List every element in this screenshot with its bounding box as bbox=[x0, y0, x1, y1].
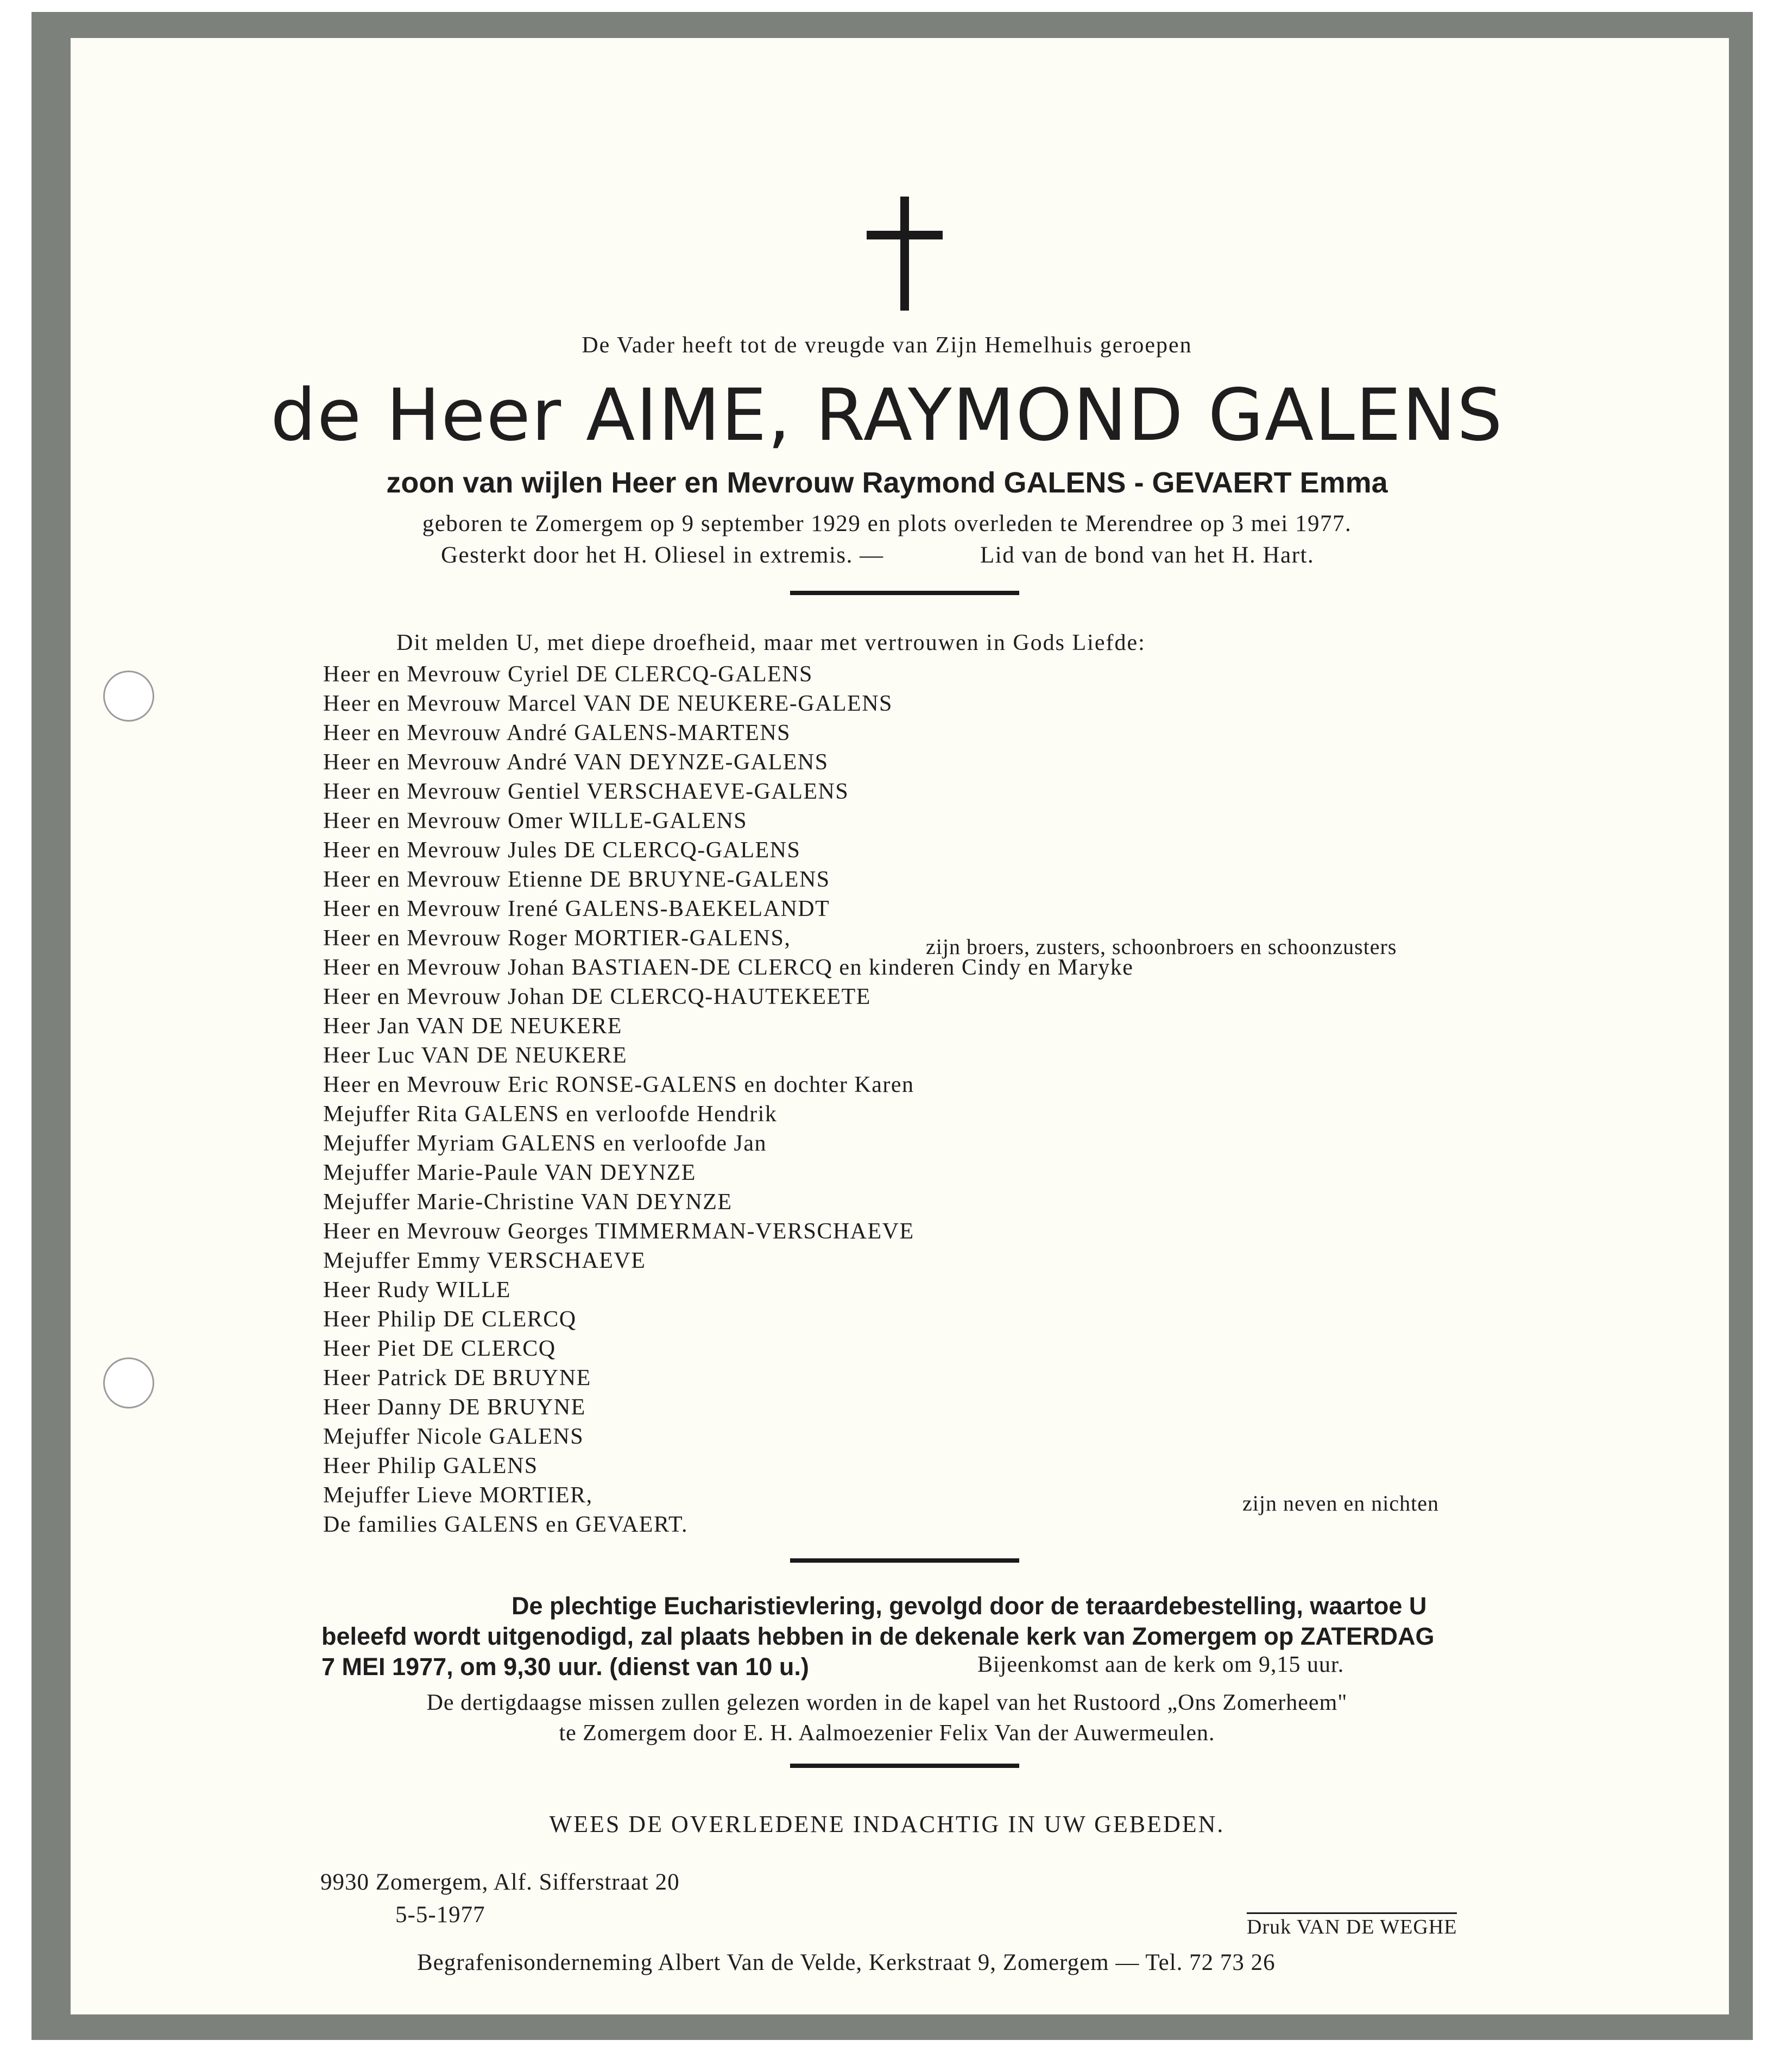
family-list bbox=[323, 660, 1133, 1539]
membership-line: Lid van de bond van het H. Hart. bbox=[980, 542, 1315, 568]
list-item: Heer en Mevrouw Roger MORTIER-GALENS, bbox=[323, 926, 791, 951]
divider-rule-1 bbox=[790, 591, 1019, 595]
list-item: Heer en Mevrouw Etienne DE BRUYNE-GALENS bbox=[323, 867, 830, 892]
list-item: Mejuffer Marie-Paule VAN DEYNZE bbox=[323, 1160, 696, 1185]
mass-line-3: 7 MEI 1977, om 9,30 uur. (dienst van 10 u.) bbox=[321, 1653, 809, 1681]
list-item: Mejuffer Marie-Christine VAN DEYNZE bbox=[323, 1190, 733, 1215]
list-item: Heer Danny DE BRUYNE bbox=[323, 1395, 586, 1420]
punch-hole-top bbox=[103, 671, 154, 722]
family-address: 9930 Zomergem, Alf. Sifferstraat 20 bbox=[320, 1869, 680, 1895]
siblings-note: zijn broers, zusters, schoonbroers en schoonzusters bbox=[926, 934, 1397, 959]
list-item: Heer Jan VAN DE NEUKERE bbox=[323, 1014, 622, 1039]
list-item: Heer en Mevrouw Gentiel VERSCHAEVE-GALENS bbox=[323, 779, 849, 804]
list-item: Mejuffer Myriam GALENS en verloofde Jan bbox=[323, 1131, 767, 1156]
list-item: Heer en Mevrouw Johan BASTIAEN-DE CLERCQ en kinderen Cindy en Maryke bbox=[323, 955, 1134, 980]
list-item: Mejuffer Rita GALENS en verloofde Hendrik bbox=[323, 1102, 778, 1127]
list-item: Heer Patrick DE BRUYNE bbox=[323, 1366, 591, 1391]
list-item: Heer Philip DE CLERCQ bbox=[323, 1307, 577, 1332]
mass-line-1: De plechtige Eucharistievlering, gevolgd door de teraardebestelling, waartoe U bbox=[512, 1592, 1427, 1620]
divider-rule-3 bbox=[790, 1764, 1019, 1768]
issue-date: 5-5-1977 bbox=[395, 1902, 485, 1928]
parents-line: zoon van wijlen Heer en Mevrouw Raymond GALENS - GEVAERT Emma bbox=[386, 466, 1388, 499]
cross-icon-horizontal bbox=[867, 231, 943, 239]
list-item: Heer Luc VAN DE NEUKERE bbox=[323, 1043, 628, 1068]
sacrament-line: Gesterkt door het H. Oliesel in extremis. — bbox=[441, 542, 884, 568]
list-item: Heer en Mevrouw André VAN DEYNZE-GALENS bbox=[323, 750, 829, 775]
printer-credit: Druk VAN DE WEGHE bbox=[1247, 1912, 1457, 1939]
list-item: Heer en Mevrouw Omer WILLE-GALENS bbox=[323, 808, 748, 833]
intro-text: De Vader heeft tot de vreugde van Zijn Hemelhuis geroepen bbox=[582, 333, 1192, 358]
list-item: Heer en Mevrouw Georges TIMMERMAN-VERSCHAEVE bbox=[323, 1219, 914, 1244]
prayer-request: WEES DE OVERLEDENE INDACHTIG IN UW GEBEDEN. bbox=[549, 1811, 1225, 1837]
cross-icon-vertical bbox=[900, 197, 909, 311]
list-item: Heer en Mevrouw Cyriel DE CLERCQ-GALENS bbox=[323, 662, 813, 687]
thirty-days-line-2: te Zomergem door E. H. Aalmoezenier Felix Van der Auwermeulen. bbox=[559, 1721, 1215, 1746]
gathering-note: Bijeenkomst aan de kerk om 9,15 uur. bbox=[977, 1652, 1344, 1677]
list-item: Heer en Mevrouw Johan DE CLERCQ-HAUTEKEETE bbox=[323, 984, 871, 1009]
undertaker-line: Begrafenisonderneming Albert Van de Velde, Kerkstraat 9, Zomergem — Tel. 72 73 26 bbox=[417, 1950, 1276, 1975]
list-item: Heer en Mevrouw Jules DE CLERCQ-GALENS bbox=[323, 838, 801, 863]
birth-death-line: geboren te Zomergem op 9 september 1929 en plots overleden te Merendree op 3 mei 1977. bbox=[422, 511, 1352, 536]
list-item: Heer en Mevrouw Eric RONSE-GALENS en dochter Karen bbox=[323, 1072, 914, 1097]
list-item: Heer en Mevrouw Marcel VAN DE NEUKERE-GALENS bbox=[323, 691, 893, 716]
punch-hole-bottom bbox=[103, 1357, 154, 1408]
mass-line-2: beleefd wordt uitgenodigd, zal plaats hebben in de dekenale kerk van Zomergem op ZATERDAG bbox=[321, 1622, 1435, 1650]
list-item: Heer Piet DE CLERCQ bbox=[323, 1336, 556, 1361]
list-item: Heer en Mevrouw André GALENS-MARTENS bbox=[323, 721, 791, 746]
announcement-line: Dit melden U, met diepe droefheid, maar met vertrouwen in Gods Liefde: bbox=[396, 630, 1146, 655]
list-item: Heer Philip GALENS bbox=[323, 1454, 538, 1479]
list-item: Heer Rudy WILLE bbox=[323, 1278, 511, 1303]
list-item: Mejuffer Lieve MORTIER, bbox=[323, 1483, 593, 1508]
list-item: De families GALENS en GEVAERT. bbox=[323, 1512, 688, 1537]
list-item: Mejuffer Nicole GALENS bbox=[323, 1424, 584, 1449]
cousins-note: zijn neven en nichten bbox=[1242, 1491, 1439, 1515]
list-item: Mejuffer Emmy VERSCHAEVE bbox=[323, 1248, 646, 1273]
deceased-name: de Heer AIME, RAYMOND GALENS bbox=[270, 374, 1504, 457]
divider-rule-2 bbox=[790, 1558, 1019, 1563]
list-item: Heer en Mevrouw Irené GALENS-BAEKELANDT bbox=[323, 896, 830, 921]
thirty-days-line-1: De dertigdaagse missen zullen gelezen worden in de kapel van het Rustoord „Ons Zomerheem" bbox=[426, 1690, 1348, 1715]
